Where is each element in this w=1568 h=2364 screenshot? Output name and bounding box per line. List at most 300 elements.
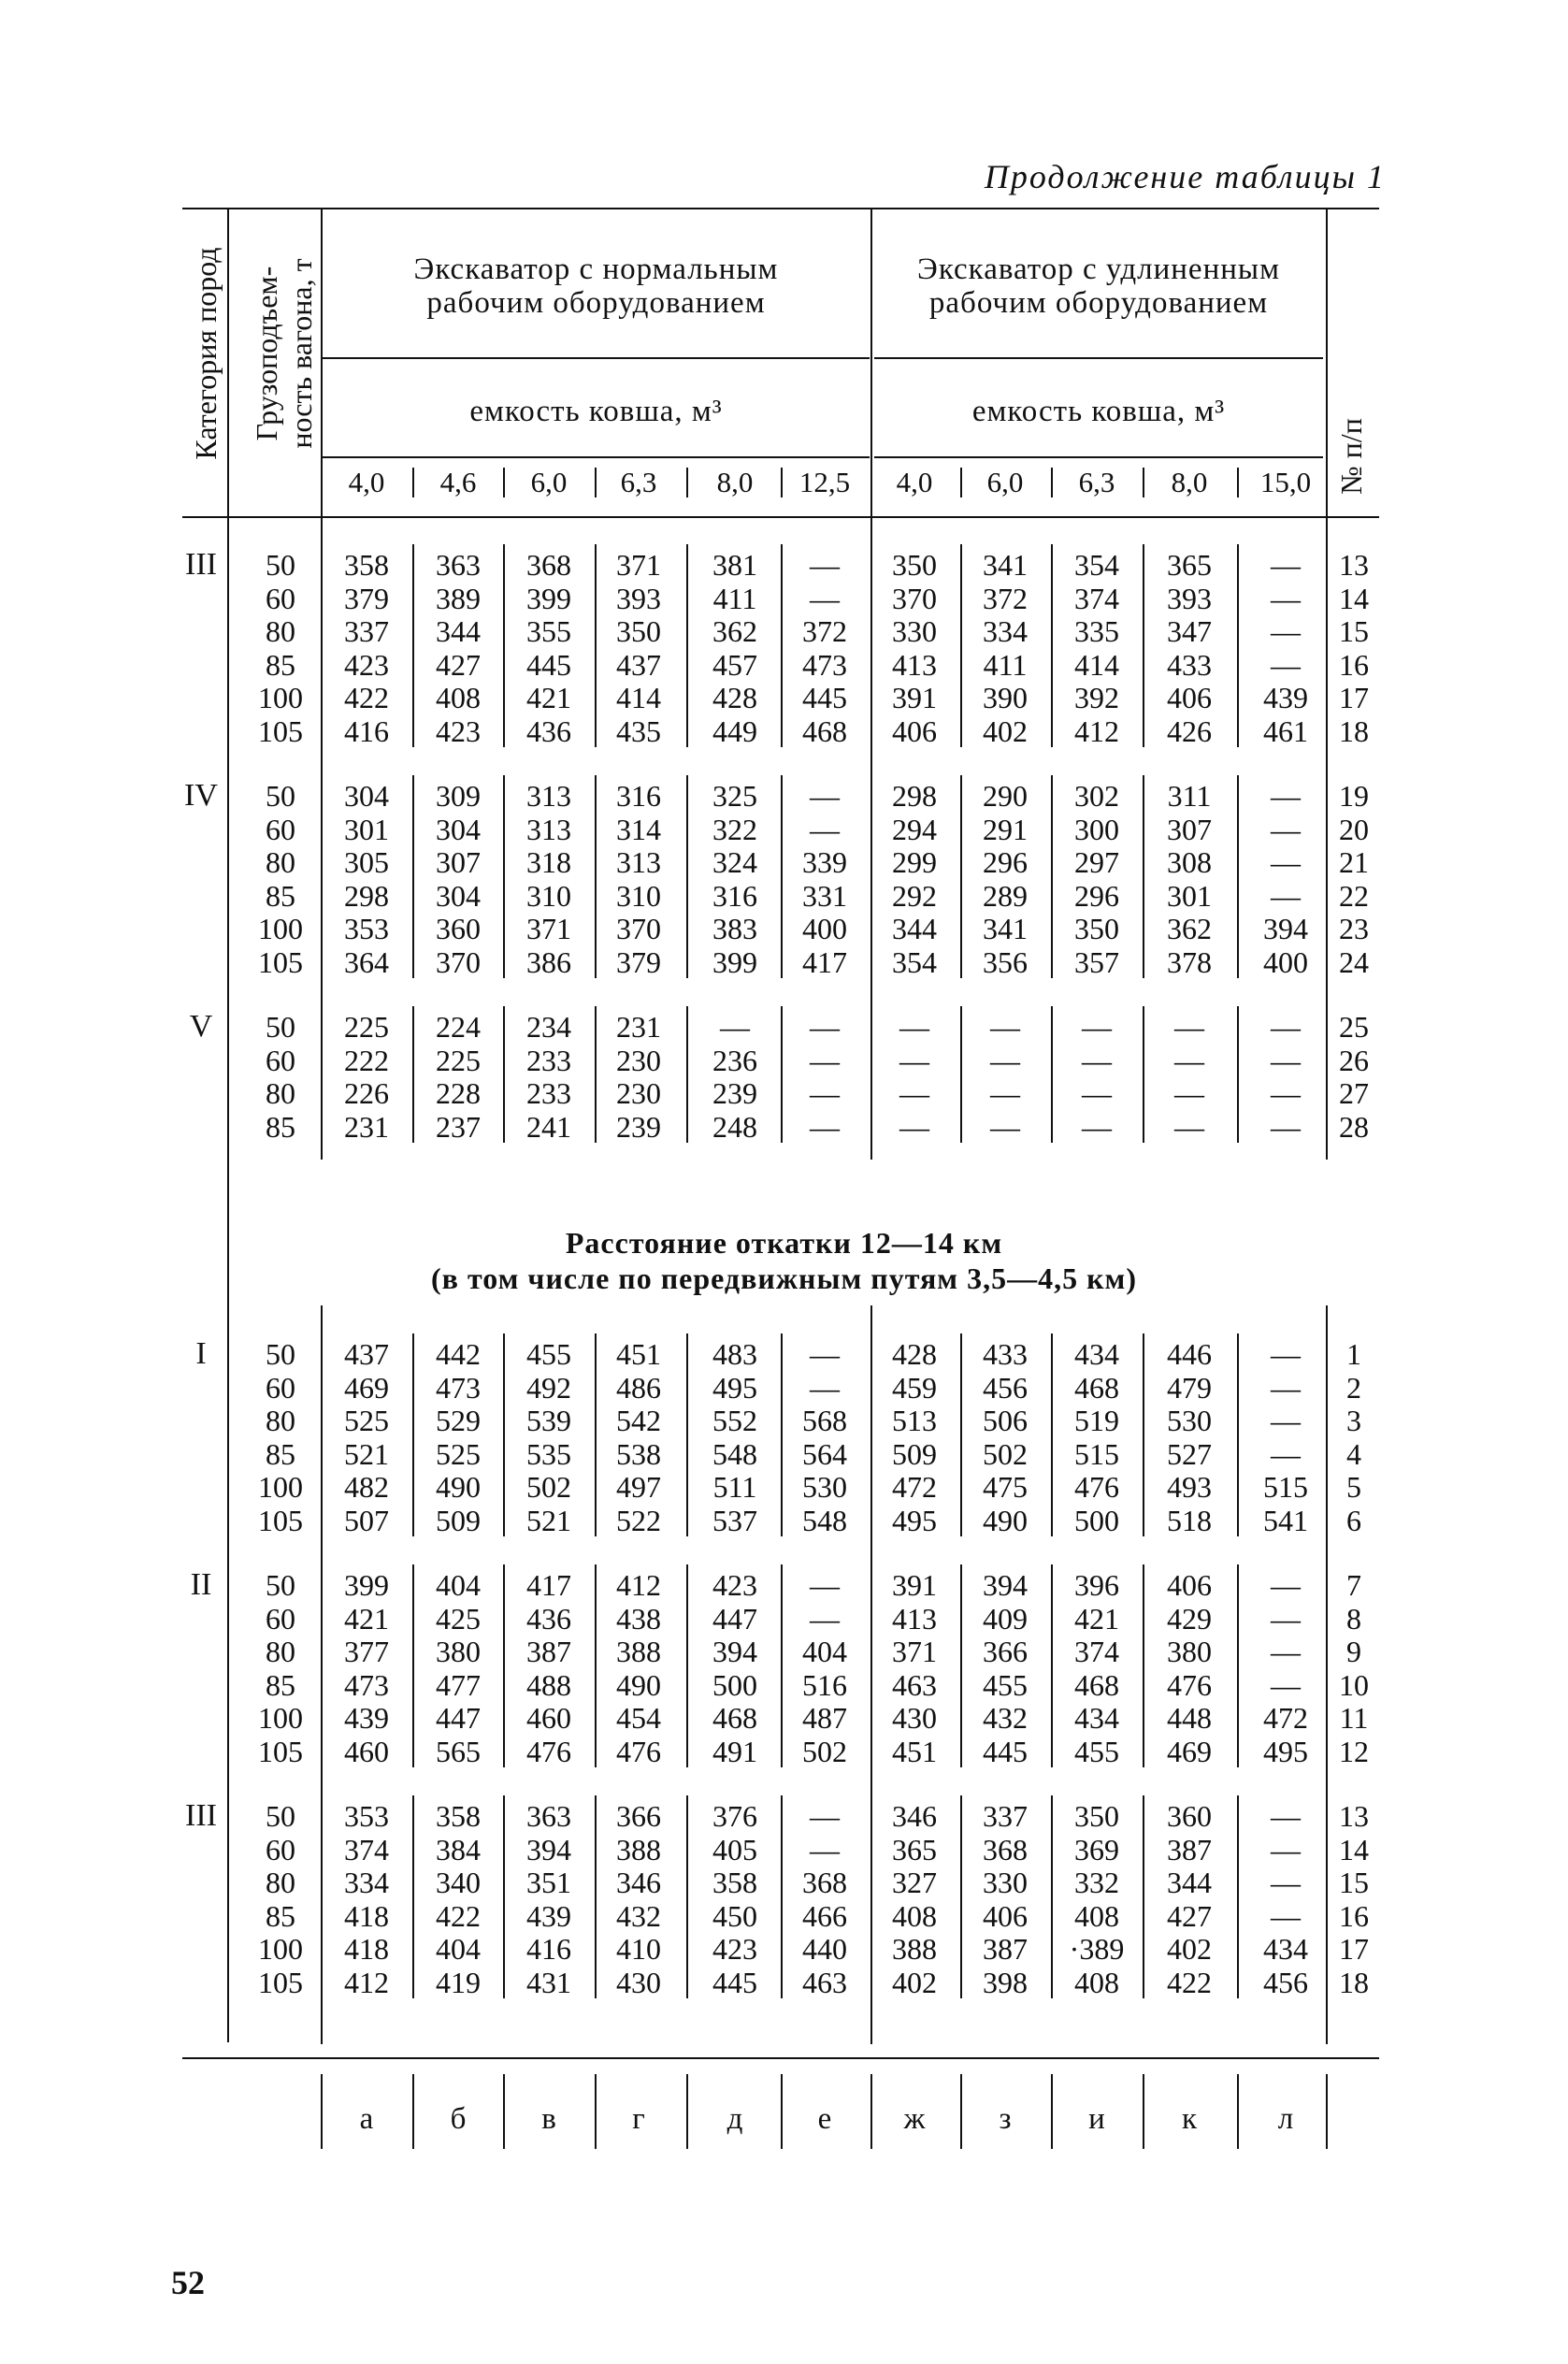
table-cell: 363	[436, 548, 481, 582]
table-cell: 564	[802, 1436, 847, 1471]
table-cell: 391	[892, 1568, 937, 1602]
table-cell: 350	[1074, 1799, 1119, 1833]
header-normal-line1: Экскаватор с нормальным	[413, 252, 779, 286]
table-cell: 11	[1339, 1701, 1369, 1735]
table-cell: 331	[802, 878, 847, 913]
table-cell: 6	[1346, 1503, 1361, 1537]
table-cell: 388	[892, 1932, 937, 1966]
table-cell: —	[899, 1109, 929, 1144]
category-label: III	[185, 547, 217, 582]
cell-separator	[1143, 775, 1144, 978]
cell-separator	[781, 1795, 783, 1998]
table-cell: 379	[344, 581, 389, 615]
footer-column-label: ж	[903, 2102, 926, 2136]
table-cell: 497	[616, 1470, 661, 1504]
table-cell: 230	[616, 1076, 661, 1110]
table-cell: 350	[616, 614, 661, 648]
table-cell: —	[810, 1076, 840, 1110]
footer-column-label: в	[541, 2102, 556, 2136]
table-cell: —	[1271, 1667, 1301, 1702]
table-cell: —	[720, 1010, 750, 1044]
table-cell: 313	[616, 845, 661, 879]
bucket-size-label: 4,6	[439, 466, 477, 498]
cell-separator	[1051, 1006, 1053, 1143]
table-cell: 301	[1167, 878, 1212, 913]
table-cell: 307	[1167, 812, 1212, 846]
table-cell: 408	[1074, 1965, 1119, 1999]
cell-separator	[781, 1564, 783, 1767]
bucket-size-label: 6,3	[620, 466, 657, 498]
table-cell: 468	[802, 714, 847, 748]
table-cell: —	[1082, 1076, 1112, 1110]
table-cell: 344	[892, 912, 937, 945]
sizes-rule-extended	[874, 456, 1323, 458]
table-cell: 224	[436, 1010, 481, 1044]
table-cell: 105	[258, 944, 303, 979]
table-cell: 60	[266, 812, 295, 846]
table-cell: 457	[712, 647, 757, 682]
table-cell: 80	[266, 614, 295, 648]
table-cell: 19	[1339, 779, 1369, 813]
table-cell: 85	[266, 1898, 295, 1933]
footer-separator	[595, 2074, 597, 2149]
table-cell: 476	[616, 1734, 661, 1768]
table-cell: 344	[1167, 1866, 1212, 1899]
table-bottom-rule	[182, 2057, 1379, 2059]
table-cell: —	[1082, 1109, 1112, 1144]
table-cell: —	[1174, 1076, 1204, 1110]
table-cell: 413	[892, 1601, 937, 1636]
cell-separator	[595, 1795, 597, 1998]
cell-separator	[960, 1006, 962, 1143]
cell-separator	[595, 775, 597, 978]
table-cell: 60	[266, 1832, 295, 1867]
table-cell: 513	[892, 1404, 937, 1437]
cell-separator	[686, 1006, 688, 1143]
table-cell: —	[1271, 1337, 1301, 1371]
table-cell: 476	[526, 1734, 571, 1768]
table-cell: 379	[616, 944, 661, 979]
table-cell: 399	[526, 581, 571, 615]
table-cell: 358	[712, 1866, 757, 1899]
table-cell: 394	[526, 1832, 571, 1867]
table-cell: —	[810, 779, 840, 813]
table-cell: 525	[344, 1404, 389, 1437]
table-cell: 346	[892, 1799, 937, 1833]
table-cell: 399	[344, 1568, 389, 1602]
footer-separator	[503, 2074, 505, 2149]
table-cell: 447	[436, 1701, 481, 1735]
table-cell: 334	[344, 1866, 389, 1899]
table-cell: —	[1271, 1436, 1301, 1471]
table-cell: —	[1271, 1370, 1301, 1405]
bucket-size-label: 8,0	[1171, 466, 1208, 498]
table-cell: 527	[1167, 1436, 1212, 1471]
table-cell: 23	[1339, 912, 1369, 945]
table-cell: 228	[436, 1076, 481, 1110]
table-cell: 347	[1167, 614, 1212, 648]
cell-separator	[781, 1006, 783, 1143]
table-cell: 80	[266, 1404, 295, 1437]
table-cell: 466	[802, 1898, 847, 1933]
table-cell: 24	[1339, 944, 1369, 979]
footer-separator	[1051, 2074, 1053, 2149]
table-cell: 518	[1167, 1503, 1212, 1537]
table-cell: 394	[1263, 912, 1308, 945]
table-cell: 291	[983, 812, 1028, 846]
table-cell: 451	[616, 1337, 661, 1371]
table-cell: 360	[1167, 1799, 1212, 1833]
table-cell: 506	[983, 1404, 1028, 1437]
table-cell: 447	[712, 1601, 757, 1636]
table-cell: 509	[892, 1436, 937, 1471]
table-cell: 337	[983, 1799, 1028, 1833]
table-cell: 565	[436, 1734, 481, 1768]
table-cell: 289	[983, 878, 1028, 913]
table-cell: 439	[344, 1701, 389, 1735]
table-cell: 325	[712, 779, 757, 813]
table-cell: 445	[712, 1965, 757, 1999]
table-cell: —	[810, 548, 840, 582]
table-cell: 241	[526, 1109, 571, 1144]
header-capacity-line2: ность вагона, т	[284, 258, 318, 449]
table-cell: 519	[1074, 1404, 1119, 1437]
table-cell: 316	[616, 779, 661, 813]
cell-separator	[1051, 775, 1053, 978]
table-cell: —	[1271, 1799, 1301, 1833]
table-cell: 432	[616, 1898, 661, 1933]
sizes-separator	[1237, 468, 1239, 497]
bucket-size-label: 12,5	[798, 466, 851, 498]
table-cell: 538	[616, 1436, 661, 1471]
table-cell: 354	[1074, 548, 1119, 582]
table-cell: 410	[616, 1932, 661, 1966]
table-cell: 231	[344, 1109, 389, 1144]
footer-column-label: з	[999, 2102, 1012, 2136]
table-cell: —	[1082, 1010, 1112, 1044]
table-cell: 233	[526, 1043, 571, 1077]
table-cell: 469	[1167, 1734, 1212, 1768]
sizes-separator	[1051, 468, 1053, 497]
table-cell: 374	[1074, 1635, 1119, 1668]
sizes-separator	[503, 468, 505, 497]
table-cell: 368	[983, 1832, 1028, 1867]
table-cell: 356	[983, 944, 1028, 979]
footer-separator	[870, 2074, 872, 2149]
table-cell: —	[810, 1832, 840, 1867]
table-cell: 414	[616, 681, 661, 714]
cell-separator	[1237, 1564, 1239, 1767]
table-cell: 17	[1339, 681, 1369, 714]
table-cell: —	[810, 812, 840, 846]
table-cell: —	[1271, 614, 1301, 648]
table-cell: 324	[712, 845, 757, 879]
table-cell: 473	[436, 1370, 481, 1405]
table-cell: 292	[892, 878, 937, 913]
table-cell: 490	[436, 1470, 481, 1504]
table-cell: 463	[802, 1965, 847, 1999]
table-cell: 423	[436, 714, 481, 748]
table-cell: —	[899, 1010, 929, 1044]
table-cell: 85	[266, 647, 295, 682]
table-cell: 423	[344, 647, 389, 682]
table-cell: 402	[892, 1965, 937, 1999]
table-cell: 80	[266, 845, 295, 879]
category-label: III	[185, 1798, 217, 1833]
table-cell: 455	[983, 1667, 1028, 1702]
table-cell: 386	[526, 944, 571, 979]
table-cell: 391	[892, 681, 937, 714]
table-cell: 400	[802, 912, 847, 945]
table-cell: 428	[712, 681, 757, 714]
table-cell: 428	[892, 1337, 937, 1371]
table-cell: 423	[712, 1568, 757, 1602]
table-cell: 431	[526, 1965, 571, 1999]
table-cell: 302	[1074, 779, 1119, 813]
table-cell: 460	[526, 1701, 571, 1735]
table-cell: 460	[344, 1734, 389, 1768]
table-cell: 413	[892, 647, 937, 682]
table-cell: 9	[1346, 1635, 1361, 1668]
table-cell: 521	[344, 1436, 389, 1471]
table-cell: 406	[892, 714, 937, 748]
table-cell: 402	[983, 714, 1028, 748]
table-cell: 21	[1339, 845, 1369, 879]
table-cell: 448	[1167, 1701, 1212, 1735]
table-cell: 380	[436, 1635, 481, 1668]
cell-separator	[1237, 775, 1239, 978]
table-cell: 15	[1339, 614, 1369, 648]
table-cell: 491	[712, 1734, 757, 1768]
footer-column-label: е	[817, 2102, 832, 2136]
table-cell: 433	[983, 1337, 1028, 1371]
table-cell: 50	[266, 548, 295, 582]
table-cell: 434	[1074, 1701, 1119, 1735]
cell-separator	[595, 1564, 597, 1767]
table-cell: 299	[892, 845, 937, 879]
table-cell: 366	[616, 1799, 661, 1833]
table-cell: 374	[1074, 581, 1119, 615]
sizes-rule-normal	[323, 456, 870, 458]
table-cell: 425	[436, 1601, 481, 1636]
cell-separator	[1143, 544, 1144, 747]
table-cell: 449	[712, 714, 757, 748]
cell-separator	[595, 544, 597, 747]
table-cell: 100	[258, 681, 303, 714]
table-cell: 418	[344, 1898, 389, 1933]
table-cell: 468	[1074, 1667, 1119, 1702]
header-extended-line1: Экскаватор с удлиненным	[917, 252, 1280, 286]
table-cell: 25	[1339, 1010, 1369, 1044]
section2-title-line1: Расстояние откатки 12—14 км	[565, 1226, 1003, 1260]
page-number: 52	[171, 2264, 205, 2301]
table-cell: 416	[526, 1932, 571, 1966]
category-label: II	[190, 1567, 212, 1602]
table-cell: 535	[526, 1436, 571, 1471]
table-cell: 16	[1339, 1898, 1369, 1933]
category-label: I	[195, 1336, 207, 1371]
table-cell: 5	[1346, 1470, 1361, 1504]
table-cell: 568	[802, 1404, 847, 1437]
table-cell: 387	[526, 1635, 571, 1668]
cell-separator	[503, 1006, 505, 1143]
table-cell: 455	[526, 1337, 571, 1371]
table-cell: 406	[1167, 681, 1212, 714]
table-cell: —	[810, 1043, 840, 1077]
table-cell: 380	[1167, 1635, 1212, 1668]
table-cell: 463	[892, 1667, 937, 1702]
cell-separator	[503, 544, 505, 747]
table-cell: 404	[436, 1932, 481, 1966]
cell-separator	[503, 775, 505, 978]
table-cell: 421	[526, 681, 571, 714]
table-cell: 80	[266, 1635, 295, 1668]
table-cell: 344	[436, 614, 481, 648]
table-cell: 437	[344, 1337, 389, 1371]
table-cell: —	[1271, 1109, 1301, 1144]
table-cell: 468	[712, 1701, 757, 1735]
footer-separator	[686, 2074, 688, 2149]
table-cell: 363	[526, 1799, 571, 1833]
table-cell: 327	[892, 1866, 937, 1899]
table-cell: 411	[983, 647, 1028, 682]
table-cell: 500	[712, 1667, 757, 1702]
cell-separator	[960, 1564, 962, 1767]
table-cell: 236	[712, 1043, 757, 1077]
header-bucket-normal: емкость ковша, м³	[469, 395, 723, 428]
cell-separator	[960, 775, 962, 978]
table-cell: 400	[1263, 944, 1308, 979]
cell-separator	[1237, 1795, 1239, 1998]
table-cell: 479	[1167, 1370, 1212, 1405]
table-cell: —	[1082, 1043, 1112, 1077]
table-cell: 105	[258, 1965, 303, 1999]
table-cell: 339	[802, 845, 847, 879]
cell-separator	[686, 1333, 688, 1536]
table-cell: 4	[1346, 1436, 1361, 1471]
table-cell: —	[899, 1076, 929, 1110]
table-cell: 358	[344, 548, 389, 582]
table-cell: 20	[1339, 812, 1369, 846]
footer-separator	[1237, 2074, 1239, 2149]
table-cell: 368	[802, 1866, 847, 1899]
table-cell: 477	[436, 1667, 481, 1702]
table-cell: 402	[1167, 1932, 1212, 1966]
table-cell: 411	[712, 581, 757, 615]
cell-separator	[686, 1564, 688, 1767]
table-cell: 406	[983, 1898, 1028, 1933]
table-cell: 469	[344, 1370, 389, 1405]
table-cell: 522	[616, 1503, 661, 1537]
cell-separator	[1143, 1006, 1144, 1143]
table-cell: 450	[712, 1898, 757, 1933]
bucket-size-label: 4,0	[896, 466, 933, 498]
sizes-separator	[412, 468, 414, 497]
table-cell: 490	[983, 1503, 1028, 1537]
cell-separator	[1051, 544, 1053, 747]
cell-separator	[595, 1006, 597, 1143]
table-cell: —	[1271, 1404, 1301, 1437]
table-cell: 18	[1339, 714, 1369, 748]
table-cell: —	[1271, 1010, 1301, 1044]
table-cell: 332	[1074, 1866, 1119, 1899]
sizes-separator	[1143, 468, 1144, 497]
table-cell: 340	[436, 1866, 481, 1899]
table-cell: 516	[802, 1667, 847, 1702]
footer-separator	[321, 2074, 323, 2149]
sizes-separator	[595, 468, 597, 497]
table-cell: —	[810, 1568, 840, 1602]
table-cell: 330	[892, 614, 937, 648]
footer-column-label: б	[450, 2102, 467, 2136]
table-cell: 100	[258, 912, 303, 945]
footer-column-label: д	[726, 2102, 743, 2136]
footer-column-label: к	[1181, 2102, 1198, 2136]
table-cell: 60	[266, 1370, 295, 1405]
table-cell: 222	[344, 1043, 389, 1077]
table-cell: 429	[1167, 1601, 1212, 1636]
table-cell: 451	[892, 1734, 937, 1768]
table-cell: 408	[892, 1898, 937, 1933]
cell-separator	[412, 1795, 414, 1998]
cell-separator	[960, 544, 962, 747]
table-cell: 304	[344, 779, 389, 813]
cell-separator	[1237, 544, 1239, 747]
bucket-size-label: 6,3	[1078, 466, 1115, 498]
table-cell: 371	[616, 548, 661, 582]
table-cell: 412	[344, 1965, 389, 1999]
table-cell: 408	[1074, 1898, 1119, 1933]
table-cell: 389	[436, 581, 481, 615]
table-cell: —	[810, 581, 840, 615]
table-cell: —	[990, 1010, 1020, 1044]
table-cell: —	[810, 1370, 840, 1405]
footer-column-label: л	[1277, 2102, 1294, 2136]
table-cell: 60	[266, 581, 295, 615]
cell-separator	[686, 544, 688, 747]
table-cell: 439	[526, 1898, 571, 1933]
table-cell: 234	[526, 1010, 571, 1044]
table-cell: 502	[802, 1734, 847, 1768]
table-cell: —	[990, 1109, 1020, 1144]
table-cell: 225	[344, 1010, 389, 1044]
table-cell: 100	[258, 1470, 303, 1504]
table-cell: 548	[802, 1503, 847, 1537]
table-cell: 384	[436, 1832, 481, 1867]
table-cell: 1	[1346, 1337, 1361, 1371]
table-cell: 372	[983, 581, 1028, 615]
table-cell: 330	[983, 1866, 1028, 1899]
table-cell: 439	[1263, 681, 1308, 714]
table-cell: —	[1271, 845, 1301, 879]
table-cell: 473	[344, 1667, 389, 1702]
table-cell: 511	[712, 1470, 757, 1504]
table-cell: 50	[266, 1010, 295, 1044]
table-cell: 419	[436, 1965, 481, 1999]
table-cell: 60	[266, 1043, 295, 1077]
table-cell: 376	[712, 1799, 757, 1833]
table-cell: 515	[1263, 1470, 1308, 1504]
table-cell: 422	[436, 1898, 481, 1933]
table-cell: 392	[1074, 681, 1119, 714]
table-cell: 13	[1339, 548, 1369, 582]
table-cell: 493	[1167, 1470, 1212, 1504]
table-cell: 552	[712, 1404, 757, 1437]
table-cell: 50	[266, 1799, 295, 1833]
footer-separator	[1326, 2074, 1328, 2149]
table-cell: 105	[258, 1503, 303, 1537]
table-cell: 399	[712, 944, 757, 979]
